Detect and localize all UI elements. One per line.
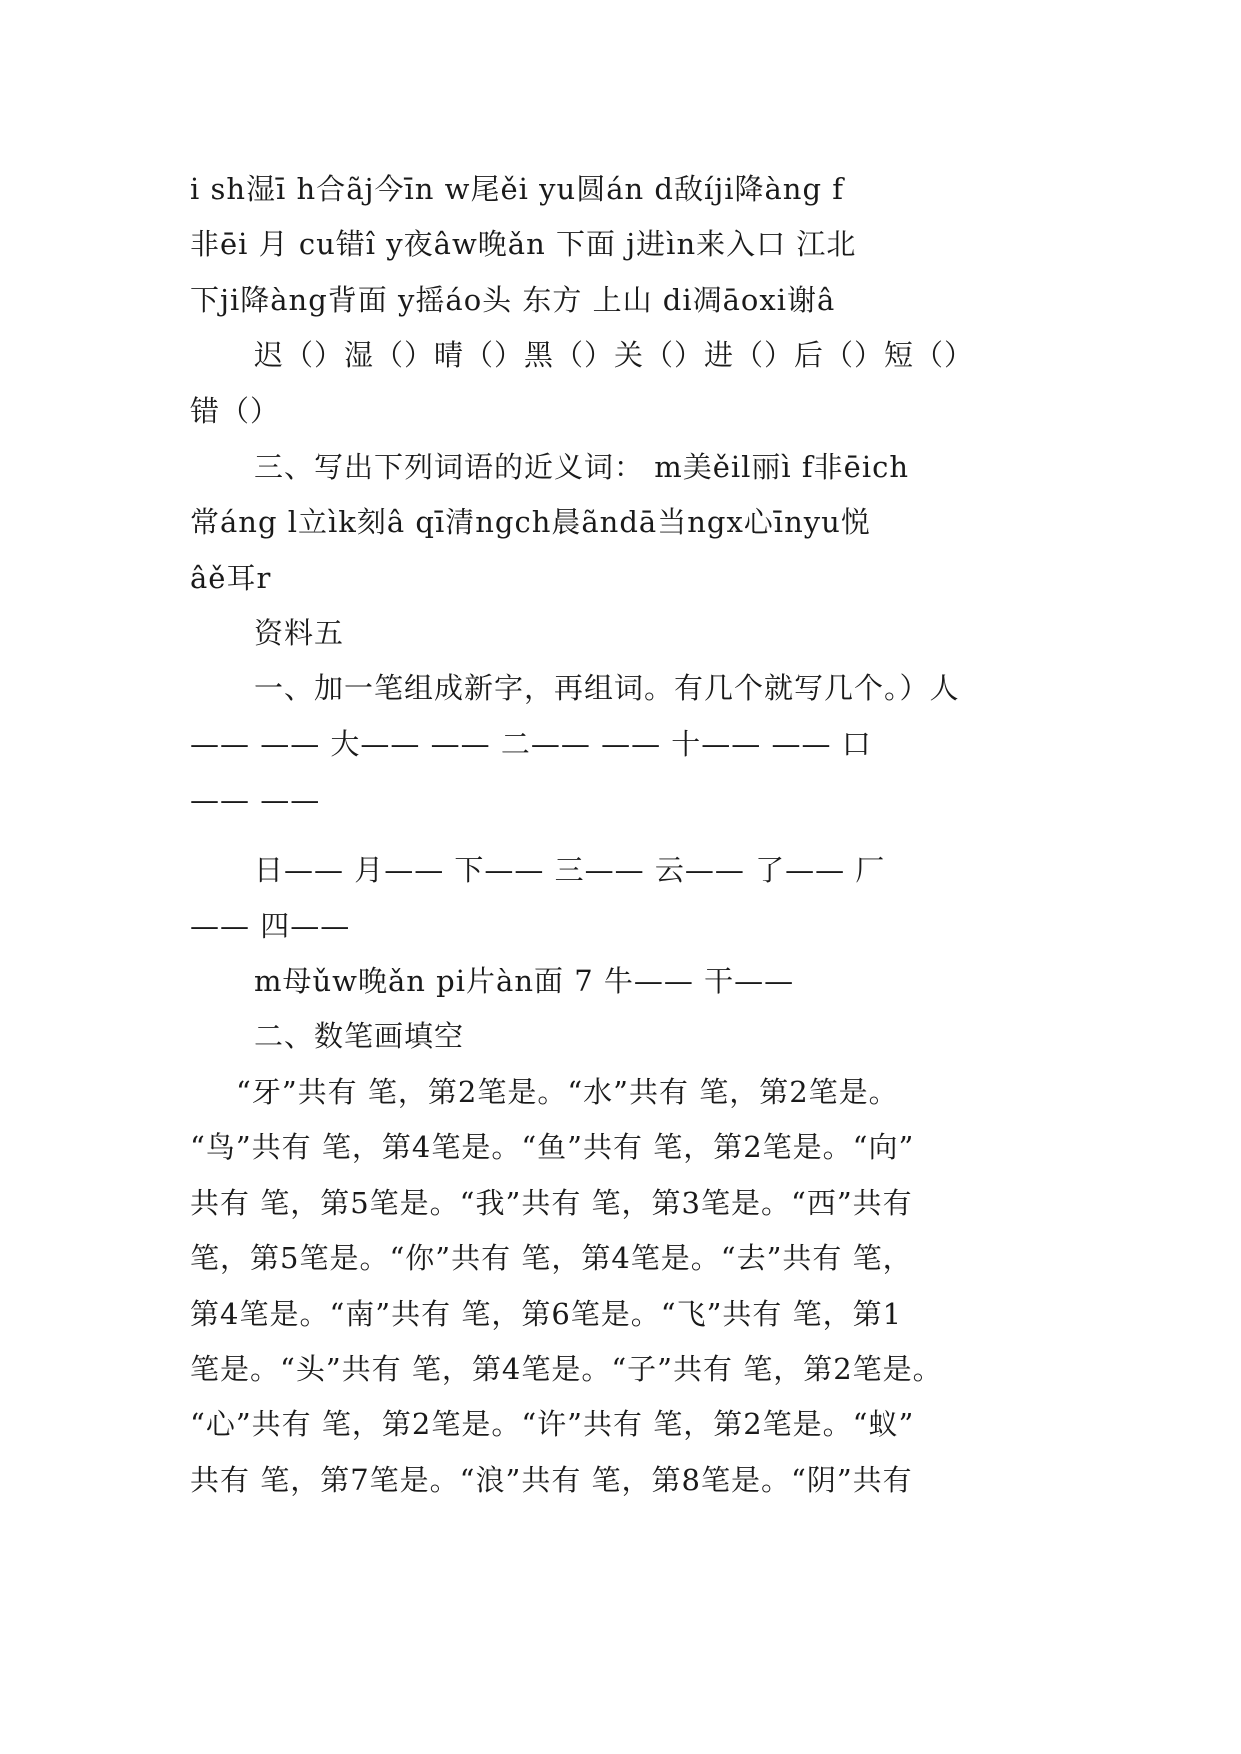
text-line-11: —— —— 大—— —— 二—— —— 十—— —— 口 — [190, 727, 872, 761]
text-line-21: 第4笔是。“南”共有 笔，第6笔是。“飞”共有 笔，第1 — [190, 1297, 903, 1331]
section-heading: 资料五 — [254, 616, 345, 650]
text-line-19: 共有 笔，第5笔是。“我”共有 笔，第3笔是。“西”共有 — [190, 1186, 913, 1220]
text-line-2: 非ēi 月 cu错î y夜âw晚ǎn 下面 j进ìn来入口 江北 — [190, 227, 857, 261]
text-line-13: 日—— 月—— 下—— 三—— 云—— 了—— 厂 — [254, 853, 886, 887]
text-line-8: âě耳r — [190, 561, 272, 595]
text-line-17: “牙”共有 笔，第2笔是。“水”共有 笔，第2笔是。 — [236, 1075, 899, 1109]
text-line-6: 三、写出下列词语的近义词： m美ěil丽ì f非ēich — [254, 450, 910, 484]
text-line-20: 笔，第5笔是。“你”共有 笔，第4笔是。“去”共有 笔， — [190, 1241, 913, 1275]
text-line-24: 共有 笔，第7笔是。“浪”共有 笔，第8笔是。“阴”共有 — [190, 1463, 913, 1497]
text-line-18: “鸟”共有 笔，第4笔是。“鱼”共有 笔，第2笔是。“向” — [190, 1130, 915, 1164]
text-line-3: 下ji降àng背面 y摇áo头 东方 上山 di凋āoxi谢â — [190, 283, 836, 317]
text-line-14: —— 四—— — [190, 909, 351, 943]
text-line-4: 迟（）湿（）晴（）黑（）关（）进（）后（）短（） — [254, 338, 975, 372]
text-line-1: i sh湿ī h合ãj今īn w尾ěi yu圆án d敌íji降àng f — [190, 172, 844, 206]
text-line-15: m母ǔw晚ǎn pi片àn面 7 牛—— 干—— — [254, 964, 795, 998]
text-line-23: “心”共有 笔，第2笔是。“许”共有 笔，第2笔是。“蚁” — [190, 1407, 915, 1441]
text-line-22: 笔是。“头”共有 笔，第4笔是。“子”共有 笔，第2笔是。 — [190, 1352, 943, 1386]
text-line-10: 一、加一笔组成新字，再组词。有几个就写几个。）人 — [254, 671, 960, 705]
text-line-7: 常áng l立ìk刻â qī清ngch晨ãndā当ngx心īnyu悦 — [190, 505, 871, 539]
text-line-16: 二、数笔画填空 — [254, 1019, 465, 1053]
text-line-5: 错（） — [190, 394, 281, 428]
text-line-12: —— —— — [190, 783, 321, 817]
